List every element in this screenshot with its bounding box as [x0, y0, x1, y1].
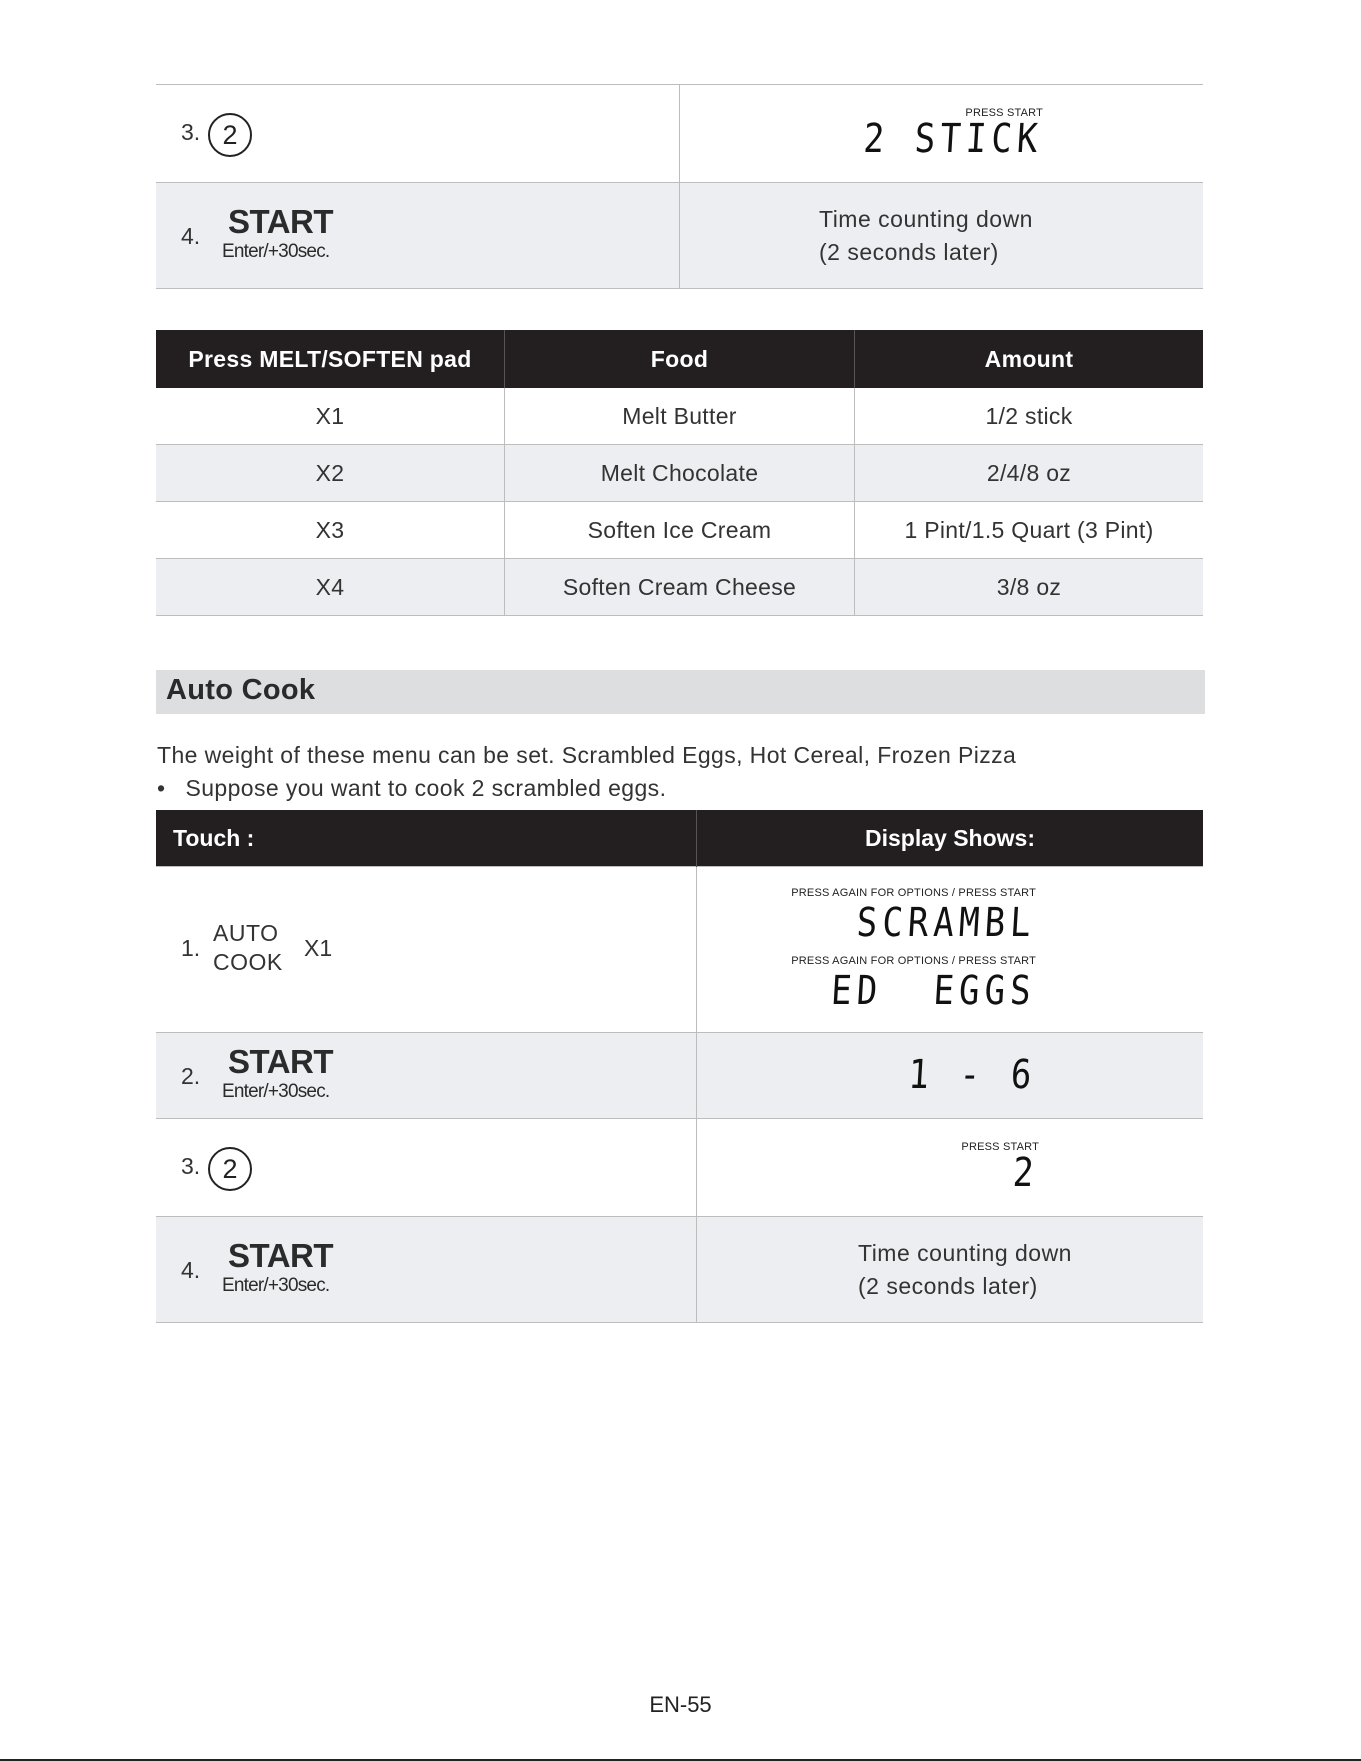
- display-cell: [697, 1119, 1204, 1217]
- lcd-display: [791, 887, 1038, 1014]
- display-cell: [697, 1033, 1204, 1119]
- auto-cook-steps-table: [156, 810, 1203, 1323]
- table-row: [156, 559, 1203, 616]
- lcd-label: PRESS AGAIN FOR OPTIONS / PRESS START: [791, 955, 1036, 967]
- lcd-label: PRESS START: [961, 1141, 1039, 1153]
- cell-food: Melt Chocolate: [505, 445, 855, 502]
- lcd-label: PRESS START: [965, 107, 1043, 119]
- start-button-sublabel: Enter/+30sec.: [222, 241, 330, 262]
- section-header: [156, 670, 1205, 714]
- table-row: [156, 867, 1203, 1033]
- lcd-text: ED EGGS: [830, 968, 1038, 1014]
- step-number: 4.: [181, 223, 201, 249]
- cell-amount: 1 Pint/1.5 Quart (3 Pint): [855, 502, 1204, 559]
- auto-cook-button-label: [213, 919, 283, 977]
- lcd-display: [832, 107, 1045, 162]
- cell-food: Soften Cream Cheese: [505, 559, 855, 616]
- lcd-text: 2 STICK: [862, 116, 1045, 162]
- lcd-text: 2: [1012, 1150, 1041, 1196]
- cell-food: Melt Butter: [505, 388, 855, 445]
- step-number: 3.: [181, 1153, 201, 1179]
- countdown-text: [819, 203, 1033, 269]
- step-number: 2.: [181, 1063, 201, 1089]
- number-2-key: 2: [208, 113, 252, 157]
- table-row: [156, 445, 1203, 502]
- touch-cell: [156, 1033, 697, 1119]
- cell-amount: 3/8 oz: [855, 559, 1204, 616]
- page-number: EN-55: [649, 1692, 712, 1717]
- touch-cell: [156, 85, 680, 183]
- col-header-press: Press MELT/SOFTEN pad: [156, 330, 505, 388]
- table-row: [156, 1217, 1203, 1323]
- col-header-food: Food: [505, 330, 855, 388]
- touch-cell: [156, 867, 697, 1033]
- table-row: [156, 1119, 1203, 1217]
- table-row: [156, 1033, 1203, 1119]
- lcd-display: [886, 1052, 1038, 1098]
- press-count: X1: [304, 935, 333, 961]
- step-number: 3.: [181, 119, 201, 145]
- lcd-display: [961, 1141, 1041, 1196]
- display-cell: [680, 85, 1204, 183]
- start-button-label: START: [228, 203, 334, 240]
- table-row: [156, 85, 1203, 183]
- start-button-label: START: [228, 1237, 334, 1274]
- step-number: 1.: [181, 935, 201, 961]
- touch-cell: [156, 183, 680, 289]
- bullet-text: Suppose you want to cook 2 scrambled eggs.: [185, 775, 667, 801]
- auto-label: AUTO: [213, 920, 279, 946]
- start-button-sublabel: Enter/+30sec.: [222, 1081, 330, 1102]
- countdown-line1: Time counting down: [819, 206, 1033, 232]
- section-title: Auto Cook: [166, 674, 316, 706]
- intro-text: The weight of these menu can be set. Scrambled Eggs, Hot Cereal, Frozen Pizza: [157, 742, 1017, 768]
- display-cell: [697, 867, 1204, 1033]
- countdown-line2: (2 seconds later): [819, 239, 999, 265]
- countdown-line2: (2 seconds later): [858, 1273, 1038, 1299]
- cell-press: X4: [156, 559, 505, 616]
- start-button-sublabel: Enter/+30sec.: [222, 1275, 330, 1296]
- lcd-text: 1 - 6: [906, 1052, 1038, 1098]
- countdown-text: [858, 1237, 1072, 1303]
- bullet-item: [157, 775, 666, 802]
- table-row: [156, 502, 1203, 559]
- cell-amount: 1/2 stick: [855, 388, 1204, 445]
- cell-press: X3: [156, 502, 505, 559]
- countdown-line1: Time counting down: [858, 1240, 1072, 1266]
- cell-food: Soften Ice Cream: [505, 502, 855, 559]
- bullet-dot: •: [157, 775, 166, 801]
- touch-cell: [156, 1217, 697, 1323]
- start-button-label: START: [228, 1043, 334, 1080]
- melt-soften-table: [156, 330, 1203, 616]
- cook-label: COOK: [213, 949, 283, 975]
- number-2-key: 2: [208, 1147, 252, 1191]
- touch-cell: [156, 1119, 697, 1217]
- table-row: [156, 388, 1203, 445]
- col-header-touch: Touch :: [156, 810, 697, 867]
- cell-press: X1: [156, 388, 505, 445]
- cell-press: X2: [156, 445, 505, 502]
- top-steps-table: [156, 84, 1203, 289]
- step-number: 4.: [181, 1257, 201, 1283]
- cell-amount: 2/4/8 oz: [855, 445, 1204, 502]
- display-cell: [680, 183, 1204, 289]
- lcd-label: PRESS AGAIN FOR OPTIONS / PRESS START: [791, 887, 1036, 899]
- display-cell: [697, 1217, 1204, 1323]
- col-header-amount: Amount: [855, 330, 1204, 388]
- col-header-display: Display Shows:: [697, 810, 1204, 867]
- lcd-text: SCRAMBL: [855, 900, 1038, 946]
- table-row: [156, 183, 1203, 289]
